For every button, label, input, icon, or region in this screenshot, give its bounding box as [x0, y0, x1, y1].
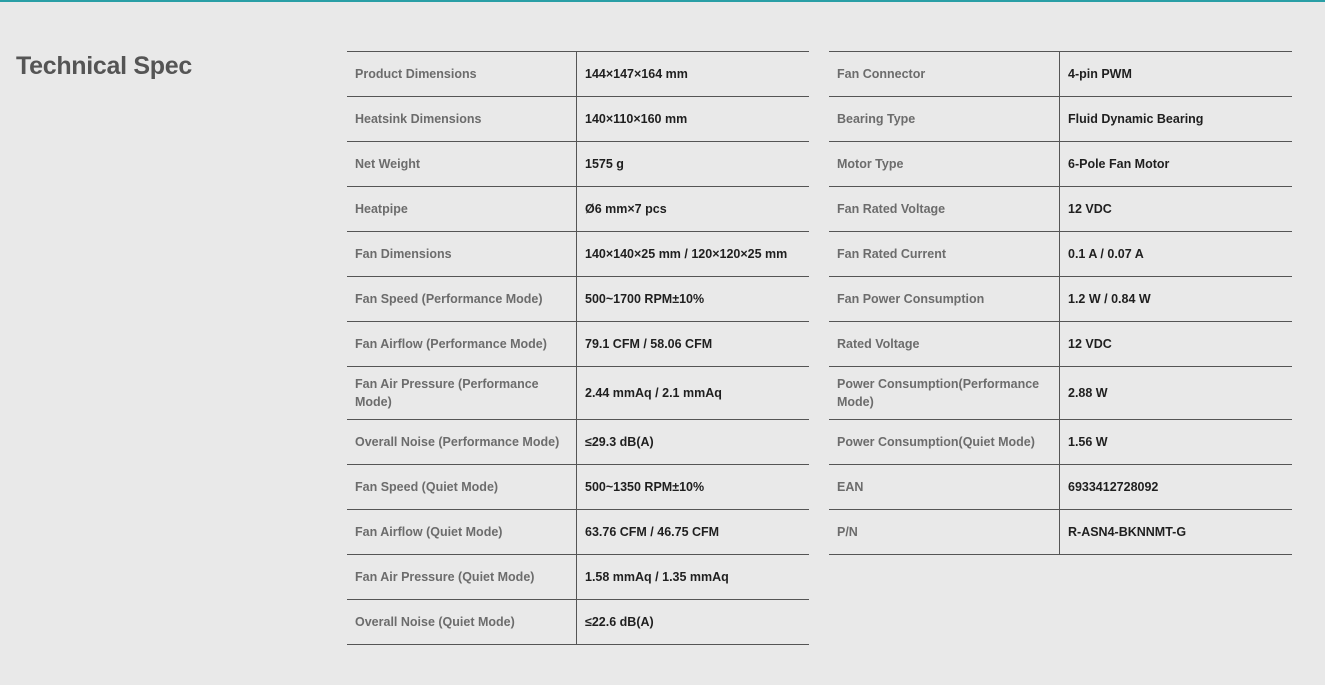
spec-label: Motor Type — [829, 142, 1060, 186]
spec-row — [347, 367, 809, 420]
spec-label: Bearing Type — [829, 97, 1060, 141]
spec-row — [829, 97, 1292, 142]
spec-label: Net Weight — [347, 142, 577, 186]
spec-row — [829, 367, 1292, 420]
spec-value: Ø6 mm×7 pcs — [585, 202, 667, 216]
spec-label: Power Consumption(Quiet Mode) — [829, 420, 1060, 464]
spec-row — [347, 555, 809, 600]
spec-value: 500~1700 RPM±10% — [585, 292, 705, 306]
spec-row — [829, 420, 1292, 465]
spec-value: 1.2 W / 0.84 W — [1068, 292, 1151, 306]
spec-label: Fan Rated Voltage — [829, 187, 1060, 231]
spec-label: EAN — [829, 465, 1060, 509]
spec-table-left — [347, 51, 809, 645]
spec-value: Fluid Dynamic Bearing — [1068, 112, 1204, 126]
spec-row — [347, 600, 809, 645]
spec-label: Heatpipe — [347, 187, 577, 231]
spec-value: 4-pin PWM — [1068, 67, 1132, 81]
spec-value: ≤22.6 dB(A) — [585, 615, 654, 629]
spec-row — [347, 510, 809, 555]
spec-row — [347, 232, 809, 277]
spec-row — [347, 187, 809, 232]
spec-row — [829, 277, 1292, 322]
spec-value: 79.1 CFM / 58.06 CFM — [585, 337, 713, 351]
spec-row — [829, 142, 1292, 187]
spec-row — [347, 97, 809, 142]
spec-value: 6933412728092 — [1068, 480, 1159, 494]
spec-value: 6-Pole Fan Motor — [1068, 157, 1170, 171]
spec-row — [829, 322, 1292, 367]
spec-label: Fan Speed (Quiet Mode) — [347, 465, 577, 509]
spec-value: 1575 g — [585, 157, 624, 171]
spec-label: Fan Airflow (Performance Mode) — [347, 322, 577, 366]
spec-row — [829, 465, 1292, 510]
spec-label: Fan Airflow (Quiet Mode) — [347, 510, 577, 554]
spec-label: Rated Voltage — [829, 322, 1060, 366]
spec-row — [829, 52, 1292, 97]
spec-value: 12 VDC — [1068, 337, 1112, 351]
spec-row — [347, 322, 809, 367]
spec-value: R-ASN4-BKNNMT-G — [1068, 525, 1187, 539]
spec-table-right — [829, 51, 1292, 555]
spec-row — [347, 142, 809, 187]
spec-label: Fan Power Consumption — [829, 277, 1060, 321]
spec-row — [347, 420, 809, 465]
page-title: Technical Spec — [16, 52, 192, 80]
spec-label: Heatsink Dimensions — [347, 97, 577, 141]
spec-value: 63.76 CFM / 46.75 CFM — [585, 525, 720, 539]
spec-value: 500~1350 RPM±10% — [585, 480, 705, 494]
spec-value: 140×110×160 mm — [585, 112, 688, 126]
spec-value: 144×147×164 mm — [585, 67, 688, 81]
spec-label: Fan Connector — [829, 52, 1060, 96]
spec-value: 0.1 A / 0.07 A — [1068, 247, 1144, 261]
spec-row — [829, 187, 1292, 232]
spec-value: 1.58 mmAq / 1.35 mmAq — [585, 570, 729, 584]
spec-label: Product Dimensions — [347, 52, 577, 96]
spec-label: Overall Noise (Quiet Mode) — [347, 600, 577, 644]
spec-value: 1.56 W — [1068, 435, 1108, 449]
spec-value: ≤29.3 dB(A) — [585, 435, 654, 449]
spec-value: 2.44 mmAq / 2.1 mmAq — [585, 386, 722, 400]
spec-row — [829, 232, 1292, 277]
spec-value: 2.88 W — [1068, 386, 1108, 400]
spec-label: Power Consumption(Performance Mode) — [829, 367, 1060, 419]
spec-value: 12 VDC — [1068, 202, 1112, 216]
spec-value: 140×140×25 mm / 120×120×25 mm — [585, 247, 788, 261]
spec-row — [347, 465, 809, 510]
spec-label: Fan Dimensions — [347, 232, 577, 276]
spec-label: Fan Speed (Performance Mode) — [347, 277, 577, 321]
spec-label: Fan Air Pressure (Performance Mode) — [347, 367, 577, 419]
spec-row — [347, 52, 809, 97]
top-accent-line — [0, 0, 1325, 2]
spec-row — [347, 277, 809, 322]
spec-label: Overall Noise (Performance Mode) — [347, 420, 577, 464]
spec-row — [829, 510, 1292, 555]
spec-label: P/N — [829, 510, 1060, 554]
spec-label: Fan Air Pressure (Quiet Mode) — [347, 555, 577, 599]
spec-label: Fan Rated Current — [829, 232, 1060, 276]
